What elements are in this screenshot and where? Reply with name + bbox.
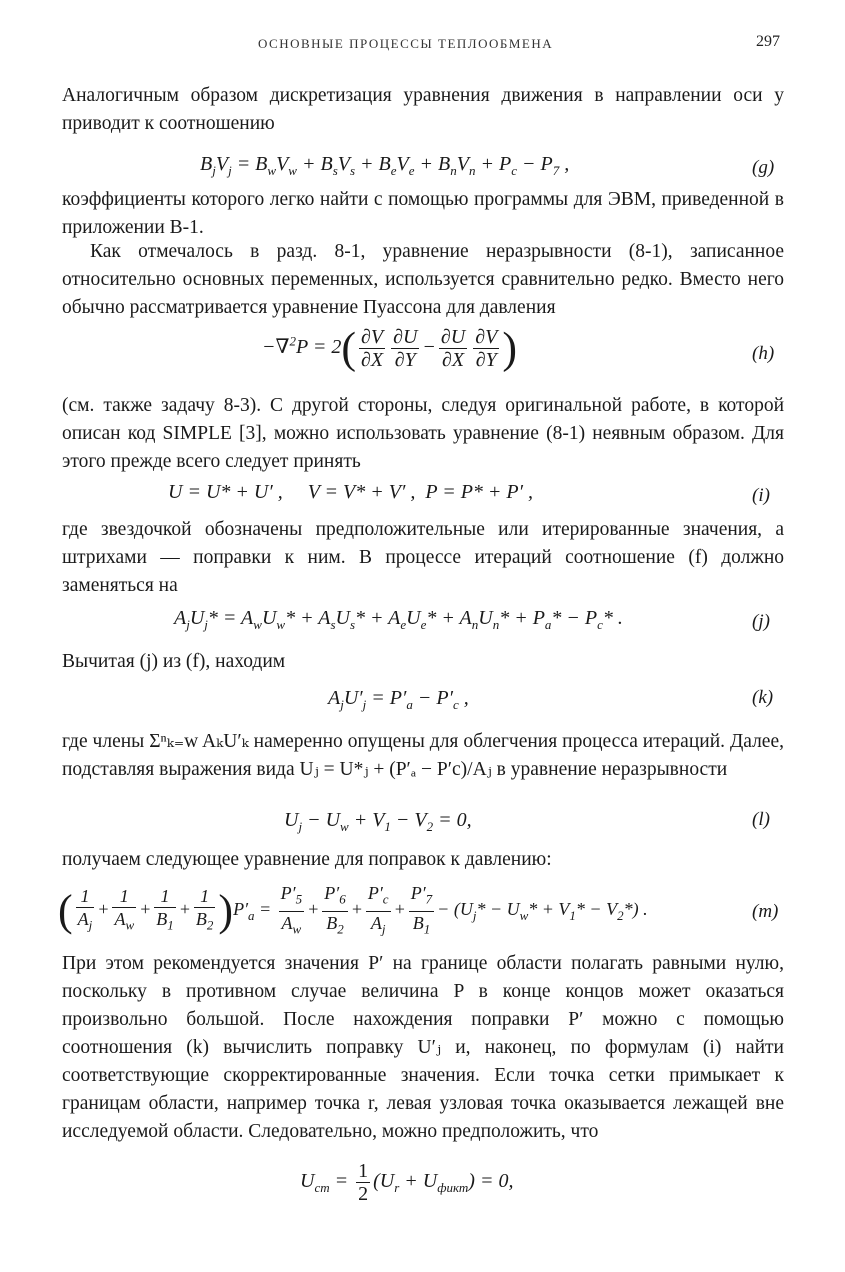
paragraph-iterations: где звездочкой обозначены предположительные или итерированные значения, а штрихами — поправки к ним. В процессе итераций соотношение (f) должно заменяться на (62, 519, 784, 596)
paragraph-boundary: При этом рекомендуется значения P′ на границе области полагать равными нулю, поскольку в противном случае величина P в конце концов может оказаться произвольно большой. После нахождения поправки P′ можно с помощью соотношения (k) вычислить поправку U′ⱼ и, наконец, по формулам (i) найти соответствующие скорректированные значения. Если точка сетки примыкает к границам области, например точка r, левая узловая точка оказывается лежащей вне исследуемой области. Следовательно, можно предположить, что (62, 953, 784, 1142)
equation-tag-g: (g) (752, 157, 775, 178)
paragraph-subtract: Вычитая (j) из (f), находим (62, 651, 286, 672)
paragraph-continuity: Как отмечалось в разд. 8-1, уравнение неразрывности (8-1), записанное относительно основных переменных, используется сравнительно редко. Вместо него обычно рассматривается уравнение Пуассона для давления (62, 241, 784, 318)
equation-tag-i: (i) (752, 485, 770, 506)
equation-tag-j: (j) (752, 611, 770, 632)
running-title: ОСНОВНЫЕ ПРОЦЕССЫ ТЕПЛООБМЕНА (258, 36, 554, 51)
equation-k: $A_jU'_j = P'_a - P'_c$ , (328, 687, 469, 712)
equation-l: $U_j - U_w + V_1 - V_2 = 0$, (284, 809, 472, 834)
equation-tag-h: (h) (752, 343, 775, 364)
equation-h: −∇$^2$P = 2( $\frac{\partial V}{\partial X}$ $\frac{\partial U}{\partial Y}$ − $\frac{\partial U}{\partial X}$ $\frac{\partial V}{\partial Y}$ ) (262, 323, 518, 373)
equation-boundary-velocity: $U_{ст}$ = $\frac{1}{2}$ $(U_r + U_{фикт}) = 0$, (300, 1160, 514, 1205)
paragraph-omitted-terms: где члены Σⁿₖ₌w AₖU′ₖ намеренно опущены для облегчения процесса итераций. Далее, подставляя выражения вида Uⱼ = U*ⱼ + (P′ₐ − P′c)/Aⱼ в уравнение неразрывности (62, 731, 784, 780)
paragraph-pressure-correction: получаем следующее уравнение для поправок к давлению: (62, 849, 552, 870)
equation-tag-k: (k) (752, 687, 774, 708)
paragraph-coefficients: коэффициенты которого легко найти с помощью программы для ЭВМ, приведенной в приложении В-1. (62, 189, 784, 238)
equation-m: ( $\frac{1}{A_j}$ + $\frac{1}{A_w}$ + $\frac{1}{B_1}$ + $\frac{1}{B_2}$ )$P'_a$ = $\frac{P'_5}{A_w}$ + $\frac{P'_6}{B_2}$ + $\frac{P'_c}{A_j}$ + $\frac{P'_7}{B_1}$ − $(U_j* - U_w* + V_1* - V_2*)$ . (58, 882, 648, 940)
paragraph-intro: Аналогичным образом дискретизация уравнения движения в направлении оси y приводит к соотношению (62, 85, 784, 134)
paragraph-simple: (см. также задачу 8-3). С другой стороны, следуя оригинальной работе, в которой описан код SIMPLE [3], можно использовать уравнение (8-1) неявным образом. Для этого прежде всего следует принять (62, 395, 784, 472)
equation-tag-l: (l) (752, 809, 770, 830)
equation-j: $A_jU_j* = A_wU_w* + A_sU_s* + A_eU_e* + A_nU_n* + P_a* - P_c*$ . (174, 607, 623, 632)
page-number: 297 (756, 33, 780, 50)
equation-tag-m: (m) (752, 901, 779, 922)
equation-g: $B_jV_j = B_wV_w + B_sV_s + B_eV_e + B_nV_n + P_c - P_7$ , (200, 153, 570, 178)
equation-i: U = U* + U′ , V = V* + V′ , P = P* + P′ , (168, 481, 534, 503)
